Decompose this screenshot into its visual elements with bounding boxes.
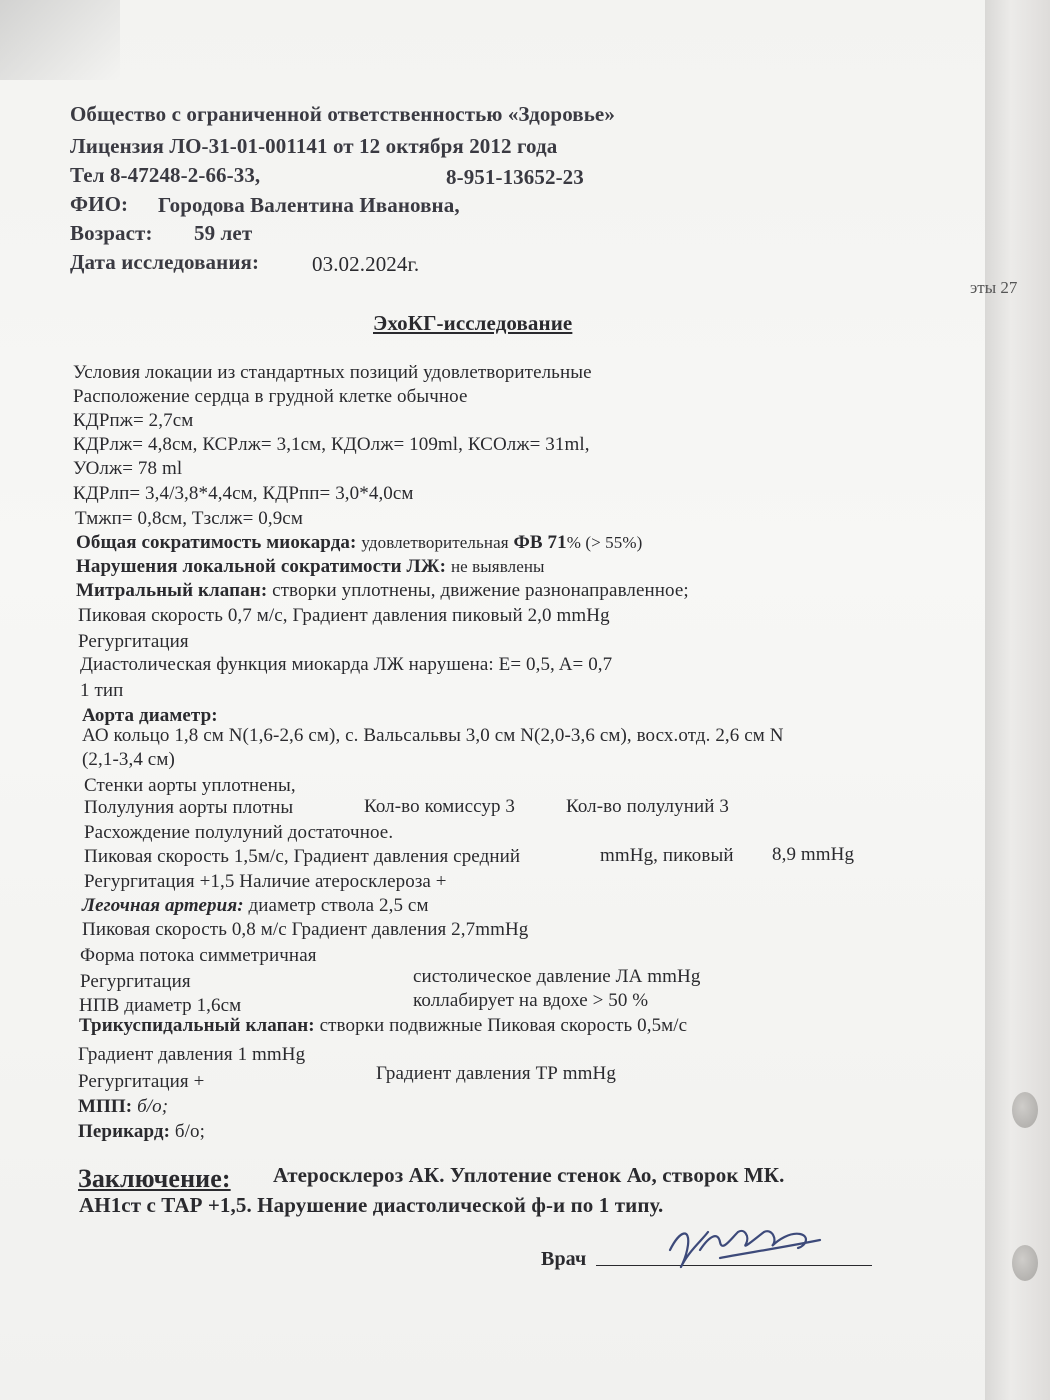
page-shadow [0, 0, 120, 80]
phone-secondary: 8-951-13652-23 [446, 165, 584, 189]
text-line: НПВ диаметр 1,6см [79, 995, 242, 1016]
punch-hole [1012, 1092, 1038, 1128]
conclusion-line2: АН1ст с ТАР +1,5. Нарушение диастолической ф-и по 1 типу. [79, 1193, 664, 1217]
text-line: систолическое давление ЛА mmHg [413, 966, 701, 987]
date-value: 03.02.2024г. [312, 252, 420, 276]
text-line: Расхождение полулуний достаточное. [84, 822, 394, 843]
punch-hole [1012, 1245, 1038, 1281]
text-line: КДРлп= 3,4/3,8*4,4см, КДРпп= 3,0*4,0см [73, 483, 414, 504]
text-line: Кол-во полулуний 3 [566, 796, 729, 817]
text-line: (2,1-3,4 см) [82, 749, 175, 770]
text-line: Пиковая скорость 1,5м/с, Градиент давления средний [84, 846, 521, 867]
text-line: АО кольцо 1,8 см N(1,6-2,6 см), с. Вальсальвы 3,0 см N(2,0-3,6 см), восх.отд. 2,6 см N [82, 725, 784, 746]
local-contractility-value: не выявлены [450, 557, 545, 576]
conclusion-label: Заключение: [78, 1164, 231, 1193]
contractility-line [76, 532, 642, 554]
text-line: Пиковая скорость 0,7 м/с, Градиент давления пиковый 2,0 mmHg [78, 605, 610, 626]
fio-value: Городова Валентина Ивановна, [158, 193, 460, 217]
page-title: ЭхоКГ-исследование [373, 311, 573, 335]
ef-value: % (> 55%) [566, 533, 643, 552]
fio-label: ФИО: [70, 192, 129, 216]
aorta-heading: Аорта диаметр: [82, 705, 218, 726]
mitral-line [76, 580, 689, 602]
text-line: Регургитация [80, 971, 191, 992]
tricuspid-line [79, 1015, 687, 1037]
pericard-label: Перикард: [78, 1121, 171, 1142]
pulmonary-line [82, 895, 429, 917]
text-line: Диастолическая функция миокарда ЛЖ нарушена: E= 0,5, A= 0,7 [80, 654, 613, 675]
text-line: Пиковая скорость 0,8 м/с Градиент давления 2,7mmHg [82, 919, 529, 940]
text-line: коллабирует на вдохе > 50 % [413, 990, 649, 1011]
text-line: Форма потока симметричная [80, 945, 317, 966]
text-line: КДРлж= 4,8см, КСРлж= 3,1см, КДОлж= 109ml, КСОлж= 31ml, [73, 434, 590, 455]
mpp-line [78, 1096, 168, 1118]
text-line: УОлж= 78 ml [73, 458, 183, 479]
pulmonary-label: Легочная артерия: [82, 895, 244, 916]
conclusion-line1: Атеросклероз АК. Уплотение стенок Ао, створок МК. [273, 1163, 785, 1187]
contractility-value: удовлетворительная [361, 533, 509, 552]
text-line: Кол-во комиссур 3 [364, 796, 516, 817]
mitral-value: створки уплотнены, движение разнонаправленное; [272, 580, 689, 601]
mitral-label: Митральный клапан: [76, 580, 268, 601]
date-label: Дата исследования: [70, 250, 260, 274]
contractility-label: Общая сократимость миокарда: [76, 532, 357, 553]
text-line: Градиент давления ТР mmHg [376, 1063, 616, 1084]
local-contractility-line [76, 556, 545, 578]
text-line: 8,9 mmHg [772, 844, 855, 865]
doctor-label: Врач [541, 1248, 587, 1270]
text-line: Условия локации из стандартных позиций удовлетворительные [73, 362, 592, 383]
text-line: mmHg, пиковый [600, 845, 734, 866]
mpp-label: МПП: [78, 1096, 133, 1117]
pericard-value: б/о; [174, 1121, 206, 1142]
text-line: 1 тип [80, 680, 124, 701]
license-line: Лицензия ЛО-31-01-001141 от 12 октября 2012 года [70, 134, 558, 158]
side-text: эты 27 [970, 278, 1018, 297]
tricuspid-label: Трикуспидальный клапан: [79, 1015, 315, 1036]
age-label: Возраст: [70, 221, 153, 245]
tricuspid-value: створки подвижные Пиковая скорость 0,5м/с [319, 1015, 688, 1036]
org-name: Общество с ограниченной ответственностью «Здоровье» [70, 102, 615, 126]
binder-edge [985, 0, 1050, 1400]
text-line: Регургитация [78, 631, 189, 652]
text-line: Расположение сердца в грудной клетке обычное [73, 386, 468, 407]
text-line: Тмжп= 0,8см, Тзслж= 0,9см [75, 508, 303, 529]
age-value: 59 лет [194, 221, 253, 245]
ef-label: ФВ 71 [513, 532, 567, 553]
text-line: Градиент давления 1 mmHg [78, 1044, 306, 1065]
phone-line: Тел 8-47248-2-66-33, [70, 163, 261, 187]
text-line: Стенки аорты уплотнены, [84, 775, 296, 796]
pulmonary-value: диаметр ствола 2,5 см [248, 895, 429, 916]
text-line: Регургитация +1,5 Наличие атеросклероза + [84, 871, 447, 892]
pericard-line [78, 1121, 205, 1143]
mpp-value: б/о; [137, 1096, 169, 1117]
text-line: Полулуния аорты плотны [84, 797, 294, 818]
signature-image [660, 1210, 830, 1280]
local-contractility-label: Нарушения локальной сократимости ЛЖ: [76, 556, 447, 577]
text-line: Регургитация + [78, 1071, 205, 1092]
text-line: КДРпж= 2,7см [73, 410, 194, 431]
